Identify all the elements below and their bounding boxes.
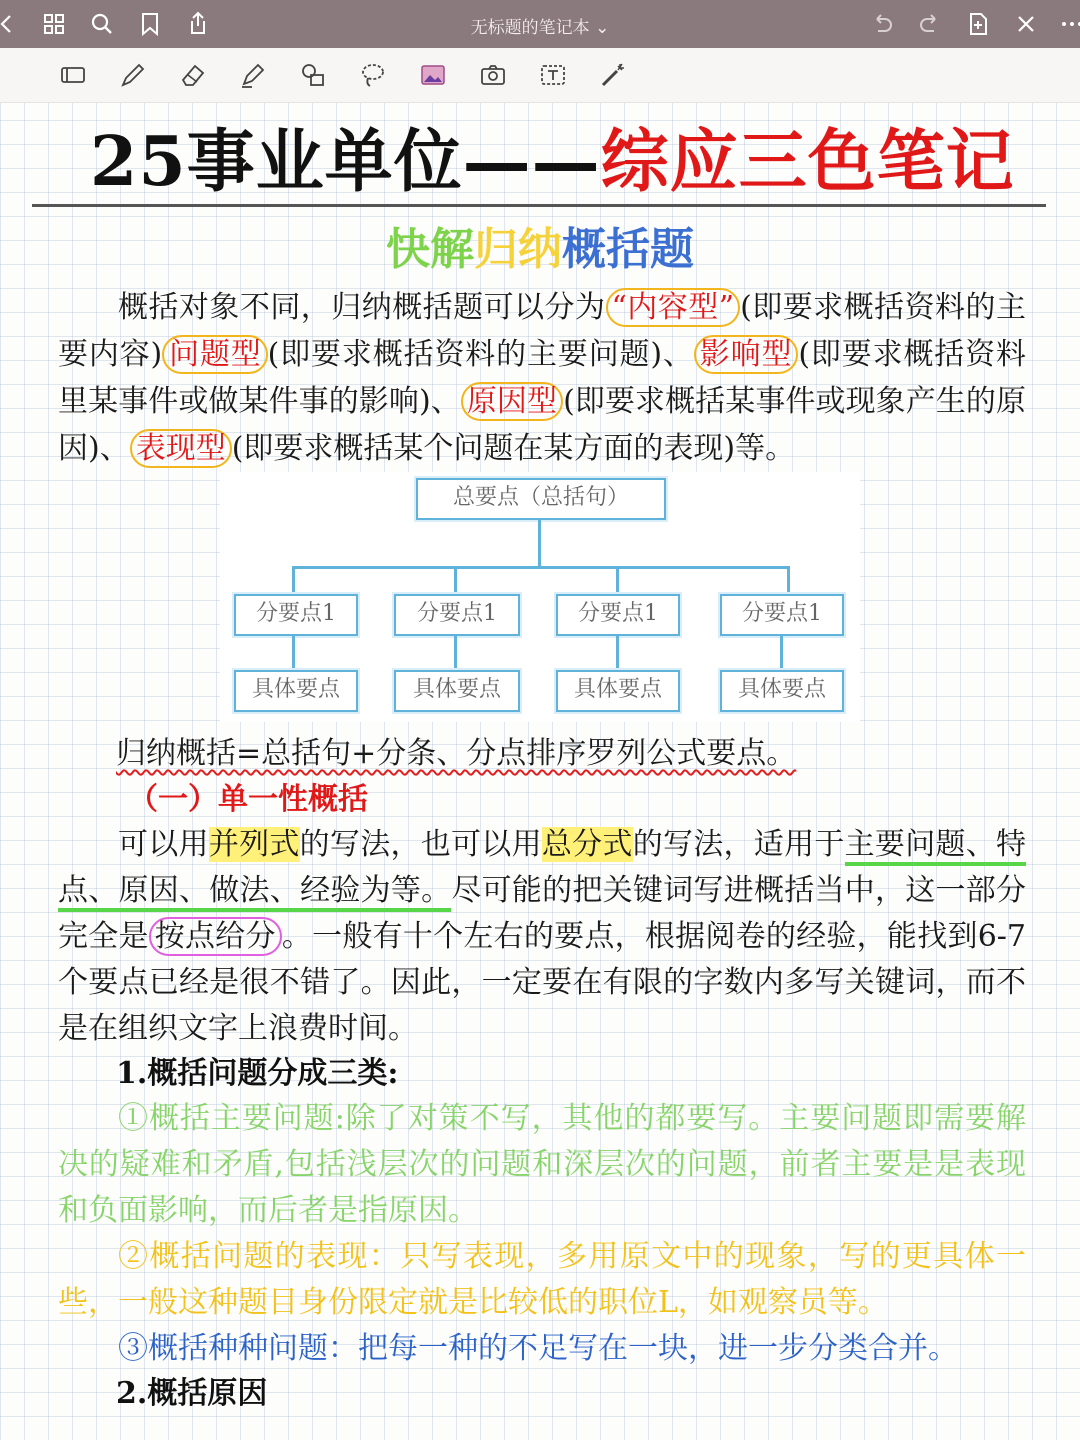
underlined-scope: 主要问题、特点、原因、做法、经验为等。 [58, 827, 1026, 912]
section-heading: （一）单一性概括 [128, 782, 368, 817]
diagram-connector [616, 634, 619, 670]
body-text: 的写法，适用于 [632, 827, 845, 862]
subheading-causes: 2.概括原因 [116, 1376, 268, 1411]
intro-text: (即要求概括资料的主要问题)、 [267, 337, 694, 372]
item-problem-manifestations: ②概括问题的表现：只写表现，多用原文中的现象，写的更具体一些，一般这种题目身份限定就是比较低的职位L，如观察员等。 [58, 1239, 1026, 1320]
redo-icon[interactable] [916, 10, 944, 38]
keyword-content-type: “内容型” [606, 288, 741, 327]
eraser-icon[interactable] [178, 60, 208, 90]
highlighter-icon[interactable] [238, 60, 268, 90]
diagram-leaf-node: 具体要点 [394, 670, 520, 712]
structure-diagram [220, 472, 860, 722]
diagram-connector [538, 518, 541, 568]
diagram-branch-node: 分要点1 [234, 594, 358, 636]
intro-paragraph [58, 284, 1026, 472]
diagram-connector [292, 634, 295, 670]
subtitle-part-2: 归纳 [474, 224, 562, 275]
note-title-prefix: 25事业单位—— [90, 122, 601, 202]
intro-text: (即要求概括资料里某事件或做某件事的影响)、 [58, 337, 1026, 419]
tool-bar [0, 48, 1080, 103]
diagram-branch-node: 分要点1 [394, 594, 520, 636]
formula-line: 归纳概括=总括句+分条、分点排序罗列公式要点。 [116, 736, 797, 771]
diagram-leaf-node: 具体要点 [556, 670, 680, 712]
image-icon[interactable] [418, 60, 448, 90]
add-page-icon[interactable] [964, 10, 992, 38]
note-subtitle [0, 222, 1080, 278]
undo-icon[interactable] [868, 10, 896, 38]
diagram-leaf-node: 具体要点 [234, 670, 358, 712]
keyword-manifestation-type: 表现型 [130, 429, 232, 468]
lasso-icon[interactable] [358, 60, 388, 90]
more-icon[interactable] [1058, 10, 1080, 38]
text-icon[interactable] [538, 60, 568, 90]
body-text: 尽可能的把关键词写进概括当中，这一部分完全是 [58, 873, 1027, 954]
diagram-connector [292, 566, 295, 594]
diagram-connector [454, 566, 457, 594]
diagram-branch-node: 分要点1 [556, 594, 680, 636]
highlight-general-specific: 总分式 [541, 827, 633, 862]
item-various-problems: ③概括种种问题：把每一种的不足写在一块，进一步分类合并。 [118, 1331, 958, 1366]
intro-text: (即要求概括某个问题在某方面的表现)等。 [231, 431, 796, 466]
item-main-problems: ①概括主要问题:除了对策不写，其他的都要写。主要问题即需要解决的疑难和矛盾,包括浅层次的问题和深层次的问题，前者主要是是表现和负面影响，而后者是指原因。 [58, 1101, 1026, 1228]
keyword-cause-type: 原因型 [461, 382, 563, 421]
body-text: 。一般有十个左右的要点，根据阅卷的经验，能找到6-7个要点已经是很不错了。因此，一定要在有限的字数内多写关键词，而不是在组织文字上浪费时间。 [58, 919, 1027, 1046]
diagram-root-node: 总要点（总括句） [416, 478, 666, 520]
circled-point-scoring: 按点给分 [149, 917, 282, 956]
diagram-connector [292, 566, 790, 569]
note-title [90, 120, 1015, 204]
intro-text: (即要求概括某事件或现象产生的原因)、 [58, 384, 1026, 466]
keyword-problem-type: 问题型 [162, 335, 267, 374]
diagram-leaf-node: 具体要点 [720, 670, 844, 712]
diagram-connector [787, 566, 790, 594]
subtitle-part-3: 概括题 [562, 224, 694, 275]
laser-pointer-icon[interactable] [598, 60, 628, 90]
camera-icon[interactable] [478, 60, 508, 90]
highlight-parallel: 并列式 [208, 827, 300, 862]
top-nav-bar [0, 0, 1080, 48]
diagram-connector [454, 634, 457, 670]
note-title-highlight: 综应三色笔记 [600, 122, 1015, 202]
title-divider [32, 204, 1046, 207]
page-layout-icon[interactable] [58, 60, 88, 90]
subheading-problem-types: 1.概括问题分成三类: [116, 1056, 399, 1091]
intro-text: (即要求概括资料的主要内容) [58, 290, 1026, 372]
diagram-branch-node: 分要点1 [720, 594, 844, 636]
single-summary-paragraph [58, 822, 1026, 1052]
subtitle-part-1: 快解 [386, 224, 474, 275]
notebook-title[interactable]: 无标题的笔记本 ⌄ [470, 18, 610, 38]
diagram-connector [616, 566, 619, 594]
keyword-impact-type: 影响型 [694, 335, 799, 374]
close-icon[interactable] [1012, 10, 1040, 38]
diagram-connector [780, 634, 783, 670]
body-text: 可以用 [118, 827, 209, 862]
intro-text: 概括对象不同，归纳概括题可以分为 [118, 290, 606, 325]
pen-icon[interactable] [118, 60, 148, 90]
body-text: 的写法，也可以用 [299, 827, 542, 862]
shapes-icon[interactable] [298, 60, 328, 90]
